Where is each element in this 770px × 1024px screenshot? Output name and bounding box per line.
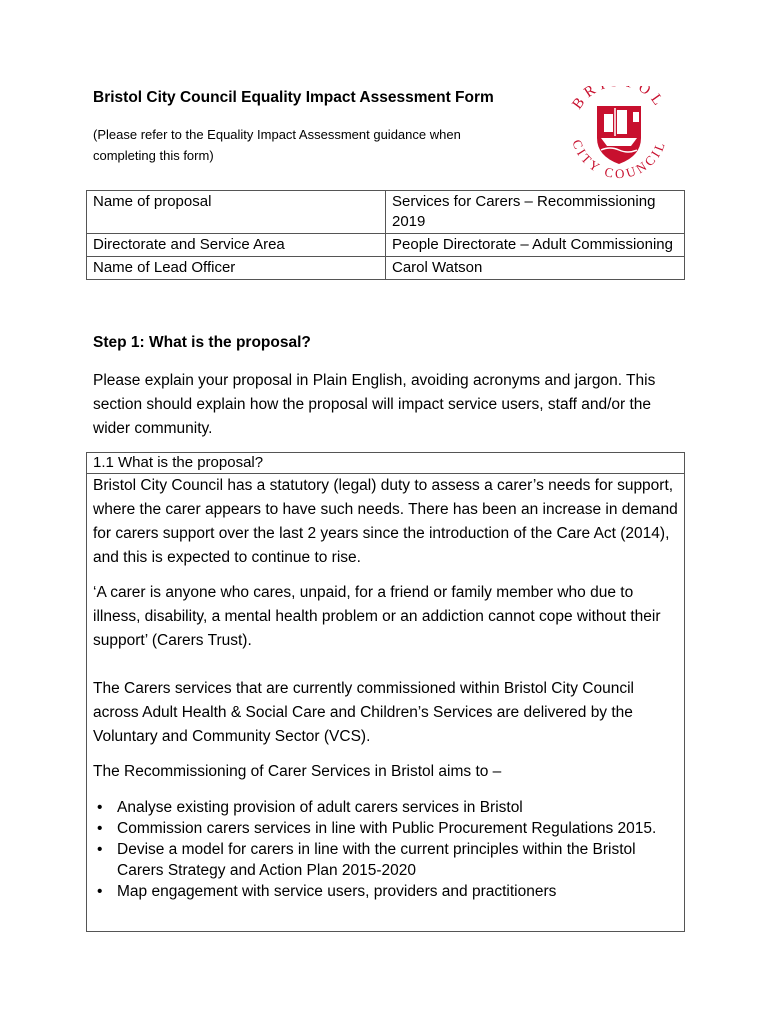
bristol-city-council-logo <box>557 86 681 190</box>
row-label: Name of proposal <box>87 191 386 234</box>
logo-graphic <box>557 86 681 190</box>
table-row <box>87 191 685 234</box>
proposal-info-table <box>86 190 685 280</box>
list-item <box>93 818 678 839</box>
section-heading: 1.1 What is the proposal? <box>87 453 684 474</box>
paragraph: The Recommissioning of Carer Services in Bristol aims to – <box>93 763 502 780</box>
table-row <box>87 257 685 280</box>
row-value: People Directorate – Adult Commissioning <box>386 234 685 257</box>
row-label: Name of Lead Officer <box>87 257 386 280</box>
ship-emblem-icon <box>597 106 641 164</box>
proposal-description-box <box>86 452 685 932</box>
list-item <box>93 797 678 818</box>
row-value: Carol Watson <box>386 257 685 280</box>
section-body <box>87 474 684 902</box>
bullet-icon: • <box>97 820 103 837</box>
table-row <box>87 234 685 257</box>
step1-intro: Please explain your proposal in Plain English, avoiding acronyms and jargon. This section should explain how the proposal will impact service users, staff and/or the wider community. <box>93 372 656 437</box>
list-item <box>93 839 678 881</box>
list-item <box>93 881 678 902</box>
step1-heading: Step 1: What is the proposal? <box>93 334 311 351</box>
paragraph: Bristol City Council has a statutory (legal) duty to assess a carer’s needs for support, where the carer appears to have such needs. There has been an increase in demand for carers support over the last 2 years since the introduction of the Care Act (2014), and this is expected to continue to rise. <box>93 477 678 566</box>
logo-bottom-text: CITY COUNCIL <box>569 137 669 182</box>
list-item-text: Analyse existing provision of adult carers services in Bristol <box>117 799 523 816</box>
list-item-text: Map engagement with service users, providers and practitioners <box>117 883 557 900</box>
form-subtitle: (Please refer to the Equality Impact Assessment guidance when completing this form) <box>93 127 461 163</box>
paragraph: The Carers services that are currently commissioned within Bristol City Council across Adult Health & Social Care and Children’s Services are delivered by the Voluntary and Community Sector (VCS). <box>93 680 634 745</box>
bullet-icon: • <box>97 883 103 900</box>
logo-top-text: BR OL <box>569 86 669 113</box>
bullet-icon: • <box>97 799 103 816</box>
bullet-icon: • <box>97 841 103 858</box>
paragraph: ‘A carer is anyone who cares, unpaid, for a friend or family member who due to illness, disability, a mental health problem or an addiction cannot cope without their support’ (Carers Trust). <box>93 584 661 649</box>
row-value: Services for Carers – Recommissioning 2019 <box>386 191 685 234</box>
list-item-text: Commission carers services in line with Public Procurement Regulations 2015. <box>117 820 657 837</box>
row-label: Directorate and Service Area <box>87 234 386 257</box>
list-item-text: Devise a model for carers in line with the current principles within the Bristol Carers Strategy and Action Plan 2015-2020 <box>117 841 636 879</box>
form-title: Bristol City Council Equality Impact Assessment Form <box>93 89 494 106</box>
aims-list <box>93 797 678 902</box>
